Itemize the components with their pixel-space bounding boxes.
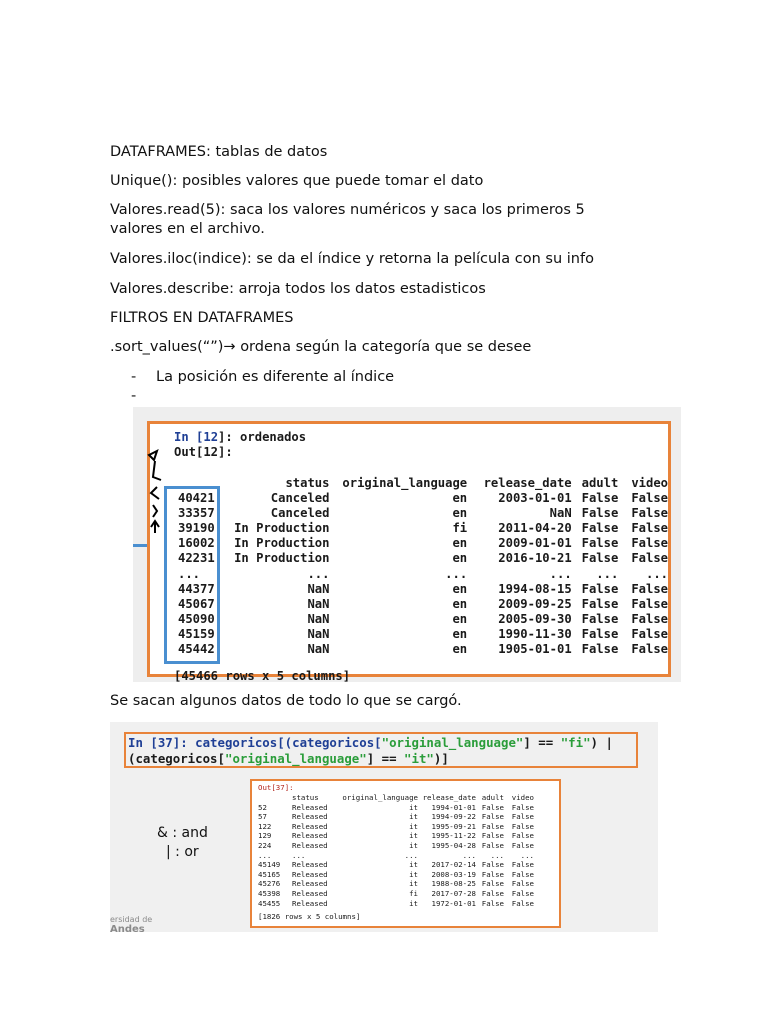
row-index: 45149 xyxy=(258,860,281,870)
table-cell: False xyxy=(511,888,534,898)
table-cell: False xyxy=(631,536,668,551)
table-cell: False xyxy=(481,898,504,908)
table-cell: 2009-01-01 xyxy=(498,536,572,551)
table-cell: 1995-09-21 xyxy=(431,821,476,831)
code-1c: ) | xyxy=(590,735,613,750)
table-cell: 1990-11-30 xyxy=(498,626,572,641)
table-cell: it xyxy=(409,831,418,841)
input-prompt-line xyxy=(174,430,306,445)
table-cell: False xyxy=(581,521,619,536)
table-row xyxy=(258,822,534,832)
table-cell: False xyxy=(481,812,504,822)
table-cell: en xyxy=(452,581,468,596)
table-cell: 2005-09-30 xyxy=(498,611,572,626)
table-cell: False xyxy=(511,860,534,870)
column-header: original_language xyxy=(342,476,468,490)
table-cell: 2016-10-21 xyxy=(498,551,572,566)
table-cell: Released xyxy=(292,840,328,850)
table-cell: NaN xyxy=(307,611,330,626)
table-cell: en xyxy=(452,642,468,657)
row-index: 45067 xyxy=(178,596,215,611)
bullet-marker-1: - xyxy=(131,369,137,385)
operator-and-label: & : and xyxy=(157,825,208,841)
table-cell: 2017-02-14 xyxy=(431,860,476,870)
table-row xyxy=(174,536,668,551)
table-cell: False xyxy=(631,506,668,521)
table-row xyxy=(174,567,668,582)
table-row xyxy=(258,841,534,851)
in-prompt-number: 12 xyxy=(203,430,219,444)
table-cell: False xyxy=(631,581,668,596)
line-sort-values: .sort_values(“”)→ ordena según la categoría que se desee xyxy=(110,339,532,355)
table-cell: ... xyxy=(307,566,330,581)
table-cell: False xyxy=(631,521,668,536)
table-header-row xyxy=(258,793,534,803)
university-logo-text: ersidad de xyxy=(110,915,153,924)
row-index: 42231 xyxy=(178,551,215,566)
in-prompt-prefix: In [ xyxy=(174,430,204,444)
table-cell: it xyxy=(409,860,418,870)
table-cell: it xyxy=(409,821,418,831)
university-logo-text-2: Andes xyxy=(110,924,145,932)
row-index: 45165 xyxy=(258,869,281,879)
row-index: ... xyxy=(258,850,272,860)
table-cell: False xyxy=(631,491,668,506)
table-cell: False xyxy=(581,611,619,626)
table-cell: it xyxy=(409,898,418,908)
row-index: 39190 xyxy=(178,521,215,536)
annotation-line xyxy=(133,544,147,547)
table-cell: ... xyxy=(445,566,468,581)
row-index: 52 xyxy=(258,802,267,812)
table-cell: ... xyxy=(292,850,306,860)
table-cell: In Production xyxy=(234,521,330,536)
table-cell: en xyxy=(452,551,468,566)
row-index: 33357 xyxy=(178,506,215,521)
output-frame xyxy=(250,779,561,928)
table-cell: ... xyxy=(549,566,572,581)
in-prompt-code: ]: ordenados xyxy=(218,430,307,444)
table-cell: it xyxy=(409,802,418,812)
table-row xyxy=(174,582,668,597)
table-cell: it xyxy=(409,869,418,879)
table-cell: ... xyxy=(596,566,619,581)
table-cell: False xyxy=(511,869,534,879)
table-cell: False xyxy=(481,869,504,879)
screenshot-filter-example xyxy=(110,722,658,932)
line-read-2: valores en el archivo. xyxy=(110,221,265,237)
table-cell: False xyxy=(511,840,534,850)
table-cell: False xyxy=(511,812,534,822)
line-describe: Valores.describe: arroja todos los datos estadisticos xyxy=(110,281,486,297)
line-se-sacan: Se sacan algunos datos de todo lo que se cargó. xyxy=(110,693,462,709)
row-index: 45442 xyxy=(178,642,215,657)
table-cell: it xyxy=(409,812,418,822)
code-1-val: "fi" xyxy=(560,735,591,750)
table-cell: False xyxy=(511,879,534,889)
code-1-str: "original_language" xyxy=(381,735,524,750)
table-cell: fi xyxy=(452,521,468,536)
column-header: status xyxy=(285,476,330,490)
table-cell: Released xyxy=(292,802,328,812)
table-cell: False xyxy=(581,506,619,521)
table-row xyxy=(258,860,534,870)
line-unique: Unique(): posibles valores que puede tomar el dato xyxy=(110,173,484,189)
table-cell: fi xyxy=(409,888,418,898)
table-cell: False xyxy=(511,831,534,841)
row-index: 40421 xyxy=(178,491,215,506)
column-header: video xyxy=(631,476,668,490)
row-index: 122 xyxy=(258,821,272,831)
table-row xyxy=(174,612,668,627)
handwritten-arrow-marks xyxy=(141,447,167,537)
table-cell: ... xyxy=(404,850,418,860)
code-1a: In [37]: categoricos[(categoricos[ xyxy=(128,735,382,750)
table-cell: 1995-04-28 xyxy=(431,840,476,850)
table-cell: ... xyxy=(645,566,668,581)
table-cell: 2011-04-20 xyxy=(498,521,572,536)
table-cell: en xyxy=(452,536,468,551)
table-cell: Canceled xyxy=(270,506,330,521)
table-cell: NaN xyxy=(307,581,330,596)
code-2a: (categoricos[ xyxy=(128,751,225,766)
table-cell: False xyxy=(581,642,619,657)
table-cell: Canceled xyxy=(270,491,330,506)
column-header: status xyxy=(292,793,319,802)
table-cell: False xyxy=(481,821,504,831)
column-header: adult xyxy=(581,476,619,490)
column-header: release_date xyxy=(422,793,476,802)
table-cell: False xyxy=(481,879,504,889)
table-cell: 2008-03-19 xyxy=(431,869,476,879)
sorted-dataframe-table xyxy=(174,476,668,657)
table-row xyxy=(258,851,534,861)
row-index: 45398 xyxy=(258,888,281,898)
table-cell: In Production xyxy=(234,551,330,566)
table-cell: en xyxy=(452,611,468,626)
table-cell: ... xyxy=(520,850,534,860)
table-cell: False xyxy=(481,860,504,870)
column-header: video xyxy=(511,793,534,802)
bullet-marker-2: - xyxy=(131,388,137,404)
line-iloc: Valores.iloc(indice): se da el índice y retorna la película con su info xyxy=(110,251,594,267)
table-cell: NaN xyxy=(307,626,330,641)
table-cell: Released xyxy=(292,888,328,898)
column-header: original_language xyxy=(342,793,418,802)
row-index: 57 xyxy=(258,812,267,822)
column-header xyxy=(258,793,292,803)
table-cell: NaN xyxy=(307,642,330,657)
table-cell: 2003-01-01 xyxy=(498,491,572,506)
table-cell: False xyxy=(481,840,504,850)
table-row xyxy=(174,521,668,536)
table-cell: False xyxy=(481,802,504,812)
row-index: 45090 xyxy=(178,611,215,626)
table-cell: 1994-01-01 xyxy=(431,802,476,812)
column-header: adult xyxy=(481,793,504,802)
table-cell: False xyxy=(631,642,668,657)
code-line-1 xyxy=(128,735,613,751)
table-cell: False xyxy=(581,551,619,566)
notebook-cell-frame xyxy=(147,421,671,682)
code-2b: ] == xyxy=(366,751,405,766)
index-highlight-box xyxy=(164,486,220,664)
table-row xyxy=(174,551,668,566)
bullet-text-1: La posición es diferente al índice xyxy=(156,369,395,385)
table-cell: 1972-01-01 xyxy=(431,898,476,908)
row-index: 45276 xyxy=(258,879,281,889)
line-read-1: Valores.read(5): saca los valores numéricos y saca los primeros 5 xyxy=(110,202,585,218)
table-cell: Released xyxy=(292,860,328,870)
table-cell: ... xyxy=(490,850,504,860)
row-count-footer: [45466 rows x 5 columns] xyxy=(174,669,351,682)
table-cell: False xyxy=(631,626,668,641)
row-count-footer-2: [1826 rows x 5 columns] xyxy=(258,912,361,921)
table-cell: False xyxy=(511,802,534,812)
table-cell: Released xyxy=(292,898,328,908)
table-cell: Released xyxy=(292,812,328,822)
table-row xyxy=(174,627,668,642)
table-cell: en xyxy=(452,491,468,506)
table-cell: 2009-09-25 xyxy=(498,596,572,611)
table-row xyxy=(258,831,534,841)
code-2-val: "it" xyxy=(404,751,434,766)
table-row xyxy=(258,870,534,880)
table-cell: it xyxy=(409,879,418,889)
filtered-dataframe-table xyxy=(258,793,534,908)
code-2-str: "original_language" xyxy=(224,751,367,766)
table-cell: False xyxy=(481,831,504,841)
row-index: 129 xyxy=(258,831,272,841)
table-row xyxy=(174,642,668,657)
table-cell: False xyxy=(511,821,534,831)
table-cell: False xyxy=(581,581,619,596)
operator-or-label: | : or xyxy=(166,844,199,860)
table-cell: False xyxy=(581,536,619,551)
row-index: 45455 xyxy=(258,898,281,908)
table-cell: it xyxy=(409,840,418,850)
table-cell: 1988-08-25 xyxy=(431,879,476,889)
out-prompt-2: Out[37]: xyxy=(258,783,294,792)
line-filtros-heading: FILTROS EN DATAFRAMES xyxy=(110,310,294,326)
table-cell: False xyxy=(581,596,619,611)
row-index: 45159 xyxy=(178,626,215,641)
table-cell: In Production xyxy=(234,536,330,551)
screenshot-sort-values xyxy=(133,407,681,682)
table-cell: Released xyxy=(292,869,328,879)
table-cell: en xyxy=(452,596,468,611)
table-row xyxy=(174,491,668,506)
table-cell: en xyxy=(452,506,468,521)
row-index: 44377 xyxy=(178,581,215,596)
table-row xyxy=(258,812,534,822)
table-cell: False xyxy=(631,611,668,626)
table-row xyxy=(258,803,534,813)
line-dataframes: DATAFRAMES: tablas de datos xyxy=(110,144,328,160)
table-row xyxy=(258,899,534,909)
table-cell: 1905-01-01 xyxy=(498,642,572,657)
table-cell: False xyxy=(631,551,668,566)
row-index: 224 xyxy=(258,840,272,850)
table-cell: 1995-11-22 xyxy=(431,831,476,841)
out-prompt: Out[12]: xyxy=(174,445,233,459)
code-line-2 xyxy=(128,751,449,767)
table-header-row xyxy=(174,476,668,491)
table-cell: NaN xyxy=(549,506,572,521)
table-cell: Released xyxy=(292,879,328,889)
table-cell: en xyxy=(452,626,468,641)
table-cell: Released xyxy=(292,821,328,831)
row-index: 16002 xyxy=(178,536,215,551)
table-cell: 2017-07-28 xyxy=(431,888,476,898)
table-cell: ... xyxy=(462,850,476,860)
table-cell: False xyxy=(581,626,619,641)
table-cell: False xyxy=(511,898,534,908)
table-cell: False xyxy=(631,596,668,611)
table-row xyxy=(174,597,668,612)
table-cell: False xyxy=(581,491,619,506)
row-index: ... xyxy=(178,566,201,581)
table-cell: 1994-08-15 xyxy=(498,581,572,596)
code-1b: ] == xyxy=(523,735,561,750)
table-row xyxy=(174,506,668,521)
table-cell: 1994-09-22 xyxy=(431,812,476,822)
table-cell: Released xyxy=(292,831,328,841)
column-header: release_date xyxy=(483,476,572,490)
table-cell: NaN xyxy=(307,596,330,611)
table-row xyxy=(258,889,534,899)
table-row xyxy=(258,879,534,889)
code-2c: )] xyxy=(433,751,449,766)
table-cell: False xyxy=(481,888,504,898)
